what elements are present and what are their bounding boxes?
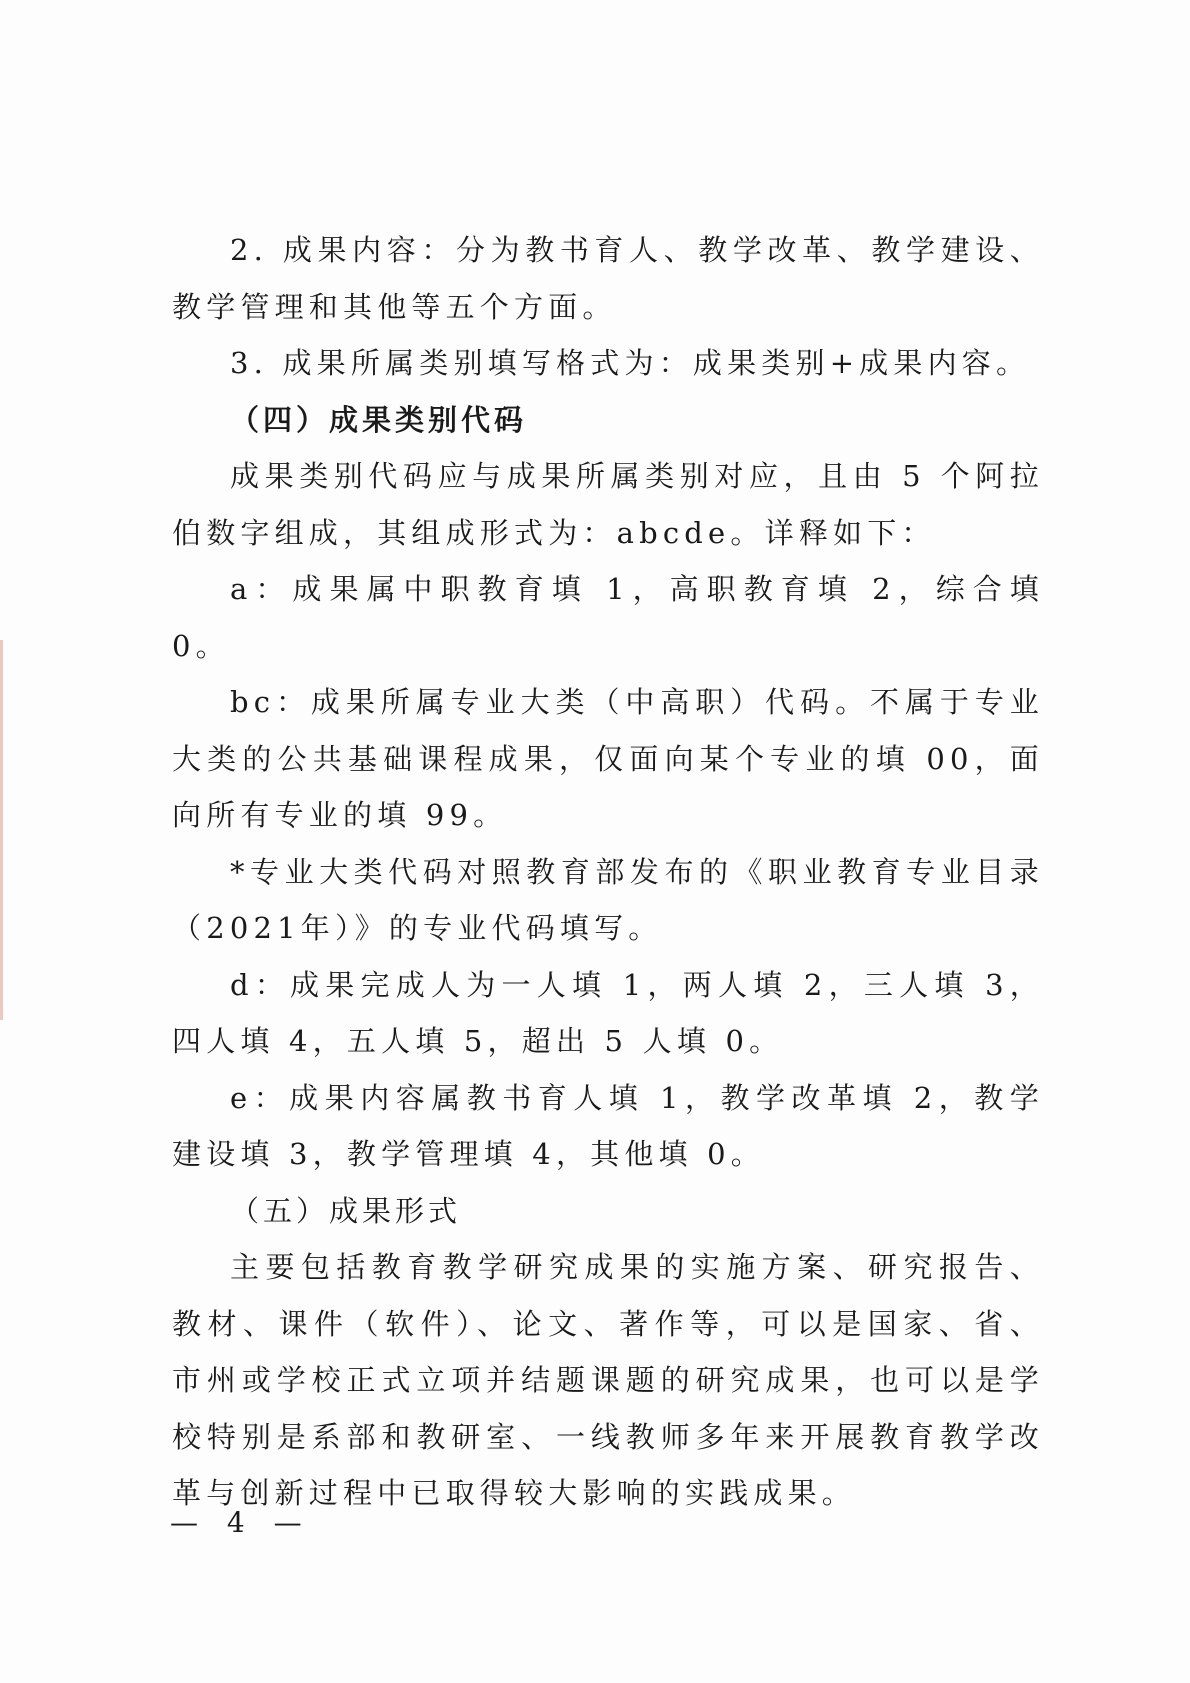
scan-edge-mark xyxy=(0,640,3,1020)
paragraph-code-d: d：成果完成人为一人填 1，两人填 2，三人填 3，四人填 4，五人填 5，超出 5 人填 0。 xyxy=(172,967,1044,1058)
page-number: — 4 — xyxy=(170,1506,312,1539)
paragraph-code-composition: 成果类别代码应与成果所属类别对应，且由 5 个阿拉伯数字组成，其组成形式为：abcde。详释如下： xyxy=(172,459,1044,550)
section-heading-category-code: （四）成果类别代码 xyxy=(230,402,528,437)
paragraph-code-bc: bc：成果所属专业大类（中高职）代码。不属于专业大类的公共基础课程成果，仅面向某个专业的填 00，面向所有专业的填 99。 xyxy=(172,685,1044,832)
paragraph-achievement-content: 2. 成果内容：分为教书育人、教学改革、教学建设、教学管理和其他等五个方面。 xyxy=(172,233,1044,324)
paragraph-code-e: e：成果内容属教书育人填 1，教学改革填 2，教学建设填 3，教学管理填 4，其他填 0。 xyxy=(172,1080,1044,1171)
document-body xyxy=(172,222,1044,1522)
paragraph-achievement-form: 主要包括教育教学研究成果的实施方案、研究报告、教材、课件（软件）、论文、著作等，可以是国家、省、市州或学校正式立项并结题课题的研究成果，也可以是学校特别是系部和教研室、一线教师多年来开展教育教学改革与创新过程中已取得较大影响的实践成果。 xyxy=(172,1250,1044,1510)
paragraph-code-a: a：成果属中职教育填 1，高职教育填 2，综合填 0。 xyxy=(172,572,1044,663)
paragraph-category-format: 3. 成果所属类别填写格式为：成果类别+成果内容。 xyxy=(230,346,1031,380)
paragraph-major-code-note: *专业大类代码对照教育部发布的《职业教育专业目录（2021年）》的专业代码填写。 xyxy=(172,854,1044,945)
section-heading-achievement-form: （五）成果形式 xyxy=(230,1193,462,1228)
